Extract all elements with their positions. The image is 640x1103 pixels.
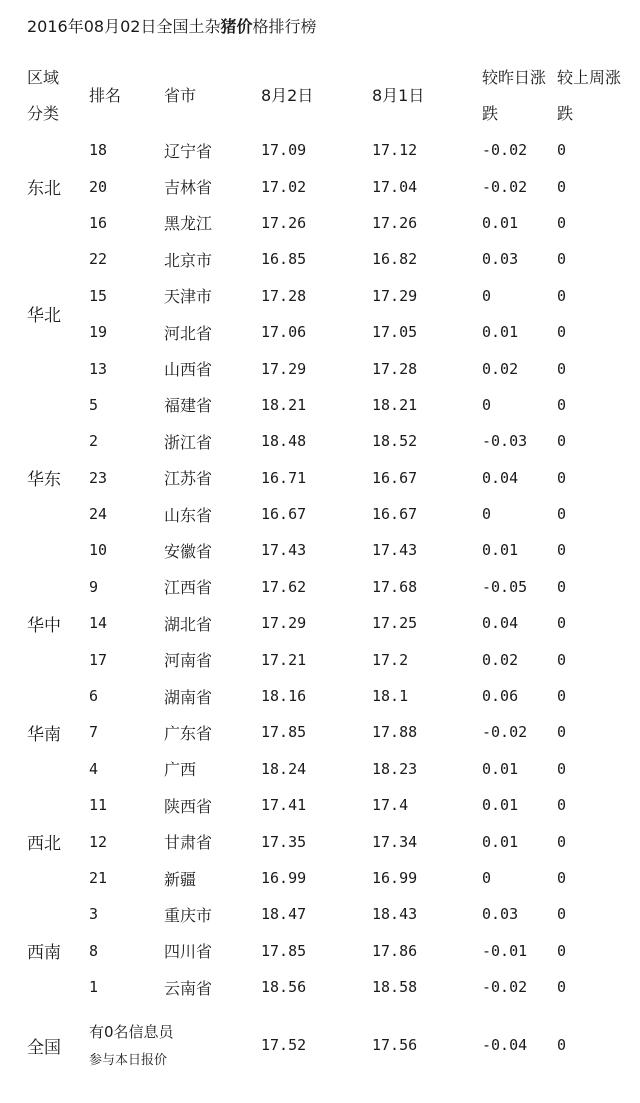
aug1-price-cell: 17.29 — [372, 286, 418, 305]
change-day-cell: 0.01 — [482, 759, 519, 778]
province-cell: 福建省 — [164, 396, 213, 416]
region-cell: 华东 — [27, 470, 61, 491]
change-day-cell: 0.04 — [482, 614, 519, 633]
aug2-price-cell: 18.56 — [261, 978, 307, 997]
change-week-cell: 0 — [557, 687, 567, 706]
aug2-price-cell: 17.35 — [261, 832, 307, 851]
aug2-price-cell: 17.85 — [261, 723, 307, 742]
aug1-price-cell: 17.12 — [372, 141, 418, 160]
province-cell: 重庆市 — [164, 905, 213, 925]
change-week-cell: 0 — [557, 614, 567, 633]
aug2-price-cell: 16.67 — [261, 505, 307, 524]
aug1-price-cell: 18.21 — [372, 395, 418, 414]
change-week-cell: 0 — [557, 796, 567, 815]
change-week-cell: 0 — [557, 395, 567, 414]
informant-note-cell — [89, 1005, 261, 1085]
change-day-cell: 0 — [482, 286, 492, 305]
change-week-cell: 0 — [557, 359, 567, 378]
province-cell: 云南省 — [164, 978, 213, 998]
change-day-cell: -0.01 — [482, 941, 528, 960]
change-day-cell: -0.05 — [482, 577, 528, 596]
header-row — [27, 60, 632, 132]
aug1-price-cell: 18.58 — [372, 978, 418, 997]
rank-cell: 5 — [89, 395, 99, 414]
change-day-cell: 0.04 — [482, 468, 519, 487]
change-day-cell: 0.01 — [482, 541, 519, 560]
aug1-price-cell: 17.04 — [372, 177, 418, 196]
region-cell: 华南 — [27, 724, 61, 745]
header-region — [27, 60, 89, 132]
aug2-price-cell: 17.62 — [261, 577, 307, 596]
header-rank: 排名 — [89, 86, 122, 105]
aug2-price-cell: 17.02 — [261, 177, 307, 196]
rank-cell: 1 — [89, 978, 99, 997]
change-day-cell: 0.03 — [482, 250, 519, 269]
change-week-cell: 0 — [557, 577, 567, 596]
table-row — [27, 933, 632, 969]
province-cell: 河南省 — [164, 651, 213, 671]
rank-cell: 7 — [89, 723, 99, 742]
province-cell: 江西省 — [164, 578, 213, 598]
rank-cell: 6 — [89, 687, 99, 706]
national-aug2-cell: 17.52 — [261, 1036, 307, 1055]
table-row — [27, 496, 632, 532]
rank-cell: 19 — [89, 323, 108, 342]
province-cell: 江苏省 — [164, 469, 213, 489]
header-aug1: 8月1日 — [372, 86, 425, 105]
table-row — [27, 387, 632, 423]
table-row — [27, 787, 632, 823]
national-aug1-cell: 17.56 — [372, 1036, 418, 1055]
table-row — [27, 860, 632, 896]
rank-cell: 18 — [89, 141, 108, 160]
price-table — [27, 60, 632, 1085]
change-day-cell: -0.02 — [482, 723, 528, 742]
header-change-day — [482, 60, 557, 132]
change-day-cell: 0 — [482, 505, 492, 524]
table-row — [27, 278, 632, 314]
change-week-cell: 0 — [557, 905, 567, 924]
table-row — [27, 605, 632, 641]
region-cell: 华北 — [27, 306, 61, 327]
rank-cell: 9 — [89, 577, 99, 596]
page-title — [27, 14, 316, 37]
aug2-price-cell: 18.47 — [261, 905, 307, 924]
header-change-week — [557, 60, 632, 132]
province-cell: 甘肃省 — [164, 833, 213, 853]
table-row — [27, 350, 632, 386]
aug2-price-cell: 18.24 — [261, 759, 307, 778]
aug2-price-cell: 17.26 — [261, 213, 307, 232]
aug1-price-cell: 17.05 — [372, 323, 418, 342]
table-row — [27, 314, 632, 350]
table-row — [27, 168, 632, 204]
province-cell: 河北省 — [164, 323, 213, 343]
national-region-cell: 全国 — [27, 1037, 61, 1058]
aug2-price-cell: 17.29 — [261, 614, 307, 633]
aug2-price-cell: 17.85 — [261, 941, 307, 960]
national-change-week-cell: 0 — [557, 1036, 567, 1055]
province-cell: 湖北省 — [164, 614, 213, 634]
title-bold: 猪价 — [220, 17, 253, 36]
informant-note-line2: 参与本日报价 — [89, 1053, 168, 1069]
aug2-price-cell: 17.43 — [261, 541, 307, 560]
aug1-price-cell: 16.99 — [372, 869, 418, 887]
aug2-price-cell: 17.06 — [261, 323, 307, 342]
title-suffix: 格排行榜 — [252, 17, 317, 36]
province-cell: 四川省 — [164, 942, 213, 962]
change-week-cell: 0 — [557, 323, 567, 342]
change-week-cell: 0 — [557, 832, 567, 851]
rank-cell: 17 — [89, 650, 108, 669]
table-row — [27, 532, 632, 568]
table-row — [27, 460, 632, 496]
change-day-cell: -0.02 — [482, 978, 528, 997]
table-row — [27, 569, 632, 605]
province-cell: 浙江省 — [164, 432, 213, 452]
aug1-price-cell: 17.26 — [372, 213, 418, 232]
rank-cell: 22 — [89, 250, 108, 269]
table-row — [27, 969, 632, 1005]
change-week-cell: 0 — [557, 505, 567, 524]
table-row — [27, 678, 632, 714]
change-week-cell: 0 — [557, 213, 567, 232]
aug2-price-cell: 17.41 — [261, 796, 307, 815]
change-day-cell: 0.02 — [482, 650, 519, 669]
aug2-price-cell: 16.99 — [261, 869, 307, 887]
change-day-cell: 0 — [482, 869, 492, 887]
province-cell: 天津市 — [164, 287, 213, 307]
aug1-price-cell: 18.1 — [372, 687, 409, 706]
change-week-cell: 0 — [557, 869, 567, 887]
province-cell: 安徽省 — [164, 541, 213, 561]
header-region-text: 区域分类 — [27, 68, 60, 123]
aug2-price-cell: 17.09 — [261, 141, 307, 160]
province-cell: 广西 — [164, 760, 197, 780]
change-day-cell: 0.06 — [482, 687, 519, 706]
change-week-cell: 0 — [557, 650, 567, 669]
table-row — [27, 823, 632, 859]
region-cell: 西南 — [27, 943, 61, 964]
aug1-price-cell: 17.4 — [372, 796, 409, 815]
aug2-price-cell: 17.28 — [261, 286, 307, 305]
table-row — [27, 714, 632, 750]
change-day-cell: 0.03 — [482, 905, 519, 924]
aug1-price-cell: 17.43 — [372, 541, 418, 560]
aug1-price-cell: 16.67 — [372, 505, 418, 524]
aug1-price-cell: 17.25 — [372, 614, 418, 633]
region-cell: 东北 — [27, 179, 61, 200]
rank-cell: 15 — [89, 286, 108, 305]
region-cell: 西北 — [27, 834, 61, 855]
table-row — [27, 241, 632, 277]
province-cell: 广东省 — [164, 723, 213, 743]
table-row — [27, 205, 632, 241]
rank-cell: 24 — [89, 505, 108, 524]
change-day-cell: -0.02 — [482, 141, 528, 160]
province-cell: 陕西省 — [164, 796, 213, 816]
change-day-cell: 0 — [482, 395, 492, 414]
rank-cell: 12 — [89, 832, 108, 851]
aug1-price-cell: 18.52 — [372, 432, 418, 451]
rank-cell: 8 — [89, 941, 99, 960]
aug2-price-cell: 18.21 — [261, 395, 307, 414]
aug2-price-cell: 18.48 — [261, 432, 307, 451]
province-cell: 北京市 — [164, 250, 213, 270]
aug1-price-cell: 17.2 — [372, 650, 409, 669]
aug2-price-cell: 17.21 — [261, 650, 307, 669]
informant-note-line1: 有0名信息员 — [89, 1023, 174, 1042]
title-prefix: 2016年08月02日全国土杂 — [27, 17, 221, 36]
province-cell: 湖南省 — [164, 687, 213, 707]
province-cell: 黑龙江 — [164, 214, 213, 234]
change-week-cell: 0 — [557, 141, 567, 160]
aug1-price-cell: 17.28 — [372, 359, 418, 378]
rank-cell: 23 — [89, 468, 108, 487]
table-row — [27, 751, 632, 787]
aug2-price-cell: 18.16 — [261, 687, 307, 706]
aug1-price-cell: 16.82 — [372, 250, 418, 269]
change-day-cell: 0.01 — [482, 213, 519, 232]
change-day-cell: -0.03 — [482, 432, 528, 451]
aug1-price-cell: 16.67 — [372, 468, 418, 487]
change-day-cell: -0.02 — [482, 177, 528, 196]
aug1-price-cell: 18.43 — [372, 905, 418, 924]
rank-cell: 10 — [89, 541, 108, 560]
aug2-price-cell: 16.71 — [261, 468, 307, 487]
aug1-price-cell: 18.23 — [372, 759, 418, 778]
aug1-price-cell: 17.86 — [372, 941, 418, 960]
rank-cell: 4 — [89, 759, 99, 778]
header-aug2: 8月2日 — [261, 86, 314, 105]
header-province: 省市 — [164, 86, 197, 105]
rank-cell: 3 — [89, 905, 99, 924]
national-change-day-cell: -0.04 — [482, 1036, 528, 1055]
change-day-cell: 0.01 — [482, 323, 519, 342]
change-week-cell: 0 — [557, 177, 567, 196]
price-table-body — [27, 60, 632, 1085]
change-week-cell: 0 — [557, 286, 567, 305]
change-week-cell: 0 — [557, 468, 567, 487]
rank-cell: 20 — [89, 177, 108, 196]
aug1-price-cell: 17.68 — [372, 577, 418, 596]
change-week-cell: 0 — [557, 941, 567, 960]
aug2-price-cell: 16.85 — [261, 250, 307, 269]
table-row — [27, 423, 632, 459]
change-week-cell: 0 — [557, 250, 567, 269]
province-cell: 辽宁省 — [164, 141, 213, 161]
table-row — [27, 641, 632, 677]
change-day-cell: 0.02 — [482, 359, 519, 378]
change-week-cell: 0 — [557, 759, 567, 778]
change-week-cell: 0 — [557, 432, 567, 451]
rank-cell: 21 — [89, 869, 108, 887]
region-cell: 华中 — [27, 615, 61, 636]
change-day-cell: 0.01 — [482, 796, 519, 815]
change-day-cell: 0.01 — [482, 832, 519, 851]
change-week-cell: 0 — [557, 978, 567, 997]
aug2-price-cell: 17.29 — [261, 359, 307, 378]
province-cell: 新疆 — [164, 869, 197, 889]
rank-cell: 2 — [89, 432, 99, 451]
table-row — [27, 132, 632, 168]
table-row — [27, 896, 632, 932]
change-week-cell: 0 — [557, 723, 567, 742]
rank-cell: 11 — [89, 796, 108, 815]
aug1-price-cell: 17.34 — [372, 832, 418, 851]
header-change-week-text: 较上周涨跌 — [557, 68, 622, 123]
province-cell: 吉林省 — [164, 178, 213, 198]
aug1-price-cell: 17.88 — [372, 723, 418, 742]
rank-cell: 14 — [89, 614, 108, 633]
rank-cell: 16 — [89, 213, 108, 232]
change-week-cell: 0 — [557, 541, 567, 560]
rank-cell: 13 — [89, 359, 108, 378]
header-change-day-text: 较昨日涨跌 — [482, 68, 547, 123]
province-cell: 山西省 — [164, 360, 213, 380]
province-cell: 山东省 — [164, 505, 213, 525]
national-total-row — [27, 1005, 632, 1085]
